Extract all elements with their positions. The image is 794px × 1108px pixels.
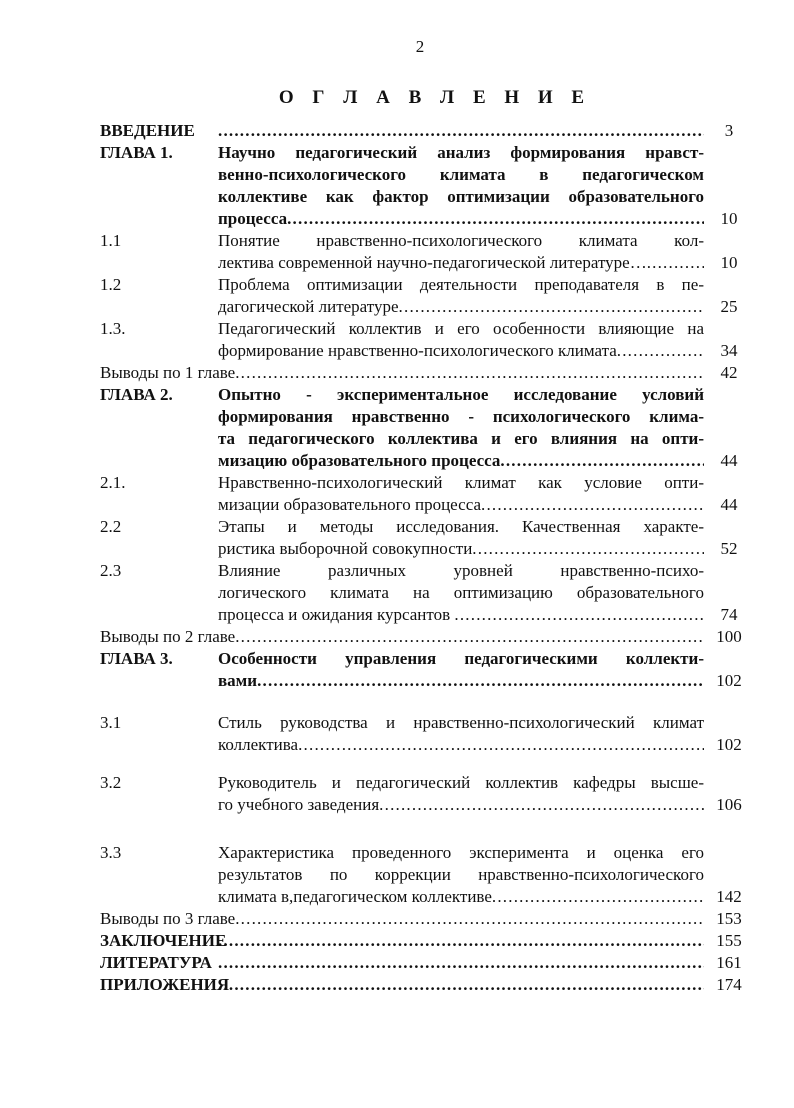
toc-line [218, 538, 704, 560]
toc-entry-text [100, 362, 704, 384]
toc-entry-page: 153 [716, 909, 742, 928]
toc-line [218, 886, 704, 908]
toc-line [218, 604, 704, 626]
toc-line [218, 930, 704, 952]
dot-leader [399, 296, 704, 318]
toc-line [218, 974, 704, 996]
toc-entry-label: ПРИЛОЖЕНИЯ [100, 975, 230, 994]
toc-line [218, 296, 704, 318]
toc-line: Нравственно-психологический климат как условие опти- [218, 473, 704, 492]
dot-leader [500, 450, 704, 472]
toc-line [218, 670, 704, 692]
toc-line-text: коллектива [218, 735, 299, 754]
toc-entry-page: 34 [720, 341, 738, 360]
dot-leader [235, 362, 704, 384]
toc-entry-label: ЗАКЛЮЧЕНИЕ [100, 931, 227, 950]
table-of-contents [100, 120, 752, 996]
toc-line-text: процесса и ожидания курсантов [218, 605, 455, 624]
toc-entry-label: 1.3. [100, 319, 126, 338]
toc-entry [100, 384, 752, 472]
toc-line: Характеристика проведенного эксперимента и оценка его [218, 843, 704, 862]
toc-line: Стиль руководства и нравственно-психологический климат [218, 713, 704, 732]
toc-line: Педагогический коллектив и его особенности влияющие на [218, 319, 704, 338]
dot-leader [235, 626, 704, 648]
toc-line: Понятие нравственно-психологического климата кол- [218, 231, 704, 250]
dot-leader [379, 794, 704, 816]
toc-line-text: лектива современной научно-педагогической литературе… [218, 253, 647, 272]
toc-entry-text [218, 384, 704, 472]
toc-entry-text [218, 142, 704, 230]
dot-leader [472, 538, 704, 560]
toc-entry [100, 516, 752, 560]
dot-leader [257, 670, 704, 692]
toc-line [100, 362, 704, 384]
toc-entry [100, 952, 752, 974]
toc-entry [100, 626, 752, 648]
toc-entry-page: 10 [720, 253, 738, 272]
toc-line: венно-психологического климата в педагогическом [218, 165, 704, 184]
toc-entry-text [218, 472, 704, 516]
toc-entry-page: 161 [716, 953, 742, 972]
toc-entry-page: 102 [716, 671, 742, 690]
toc-entry [100, 230, 752, 274]
toc-line: логического климата на оптимизацию образовательного [218, 583, 704, 602]
toc-entry [100, 648, 752, 692]
dot-leader [218, 120, 704, 142]
toc-entry-label: ГЛАВА 3. [100, 649, 173, 668]
toc-entry [100, 120, 752, 142]
dot-leader [287, 208, 704, 230]
toc-line: Опытно - экспериментальное исследование условий [218, 385, 704, 404]
toc-entry-page: 74 [720, 605, 738, 624]
toc-line [218, 450, 704, 472]
toc-line-text: мизации образовательного процесса [218, 495, 481, 514]
toc-entry-label: 3.3 [100, 843, 122, 862]
toc-entry [100, 712, 752, 756]
toc-entry-text [100, 626, 704, 648]
toc-entry-page: 102 [716, 735, 742, 754]
toc-entry-page: 44 [720, 451, 738, 470]
toc-entry-text [100, 908, 704, 930]
toc-entry-text [218, 516, 704, 560]
toc-entry [100, 908, 752, 930]
toc-entry-page: 106 [716, 795, 742, 814]
toc-entry-page: 44 [720, 495, 738, 514]
toc-line [218, 952, 704, 974]
toc-line [218, 120, 704, 142]
toc-line: Научно педагогический анализ формирования нравст- [218, 143, 704, 162]
toc-line-text: дагогической литературе [218, 297, 399, 316]
toc-line [218, 734, 704, 756]
toc-entry [100, 274, 752, 318]
toc-line [100, 626, 704, 648]
toc-entry-text [218, 974, 704, 996]
toc-entry-label: 3.1 [100, 713, 122, 732]
toc-entry-page: 25 [720, 297, 738, 316]
toc-entry-page: 52 [720, 539, 738, 558]
toc-line-text: Выводы по 2 главе [100, 627, 236, 646]
toc-entry-label: 2.1. [100, 473, 126, 492]
toc-line-text: климата в,педагогическом коллективе [218, 887, 492, 906]
toc-entry [100, 930, 752, 952]
toc-line [218, 794, 704, 816]
toc-entry-text [218, 318, 704, 362]
toc-entry-page: 100 [716, 627, 742, 646]
dot-leader [492, 886, 704, 908]
toc-entry [100, 362, 752, 384]
page-title: О Г Л А В Л Е Н И Е [278, 87, 592, 108]
dot-leader [617, 340, 704, 362]
toc-line: Проблема оптимизации деятельности преподавателя в пе- [218, 275, 704, 294]
dot-leader [298, 734, 704, 756]
toc-line-text: го учебного заведения [218, 795, 380, 814]
toc-entry [100, 318, 752, 362]
toc-entry-label: 1.2 [100, 275, 122, 294]
toc-entry-text [218, 560, 704, 626]
toc-line [218, 494, 704, 516]
dot-leader [454, 604, 704, 626]
dot-leader [218, 952, 704, 974]
toc-entry-text [218, 648, 704, 692]
toc-entry [100, 560, 752, 626]
page-number: 2 [415, 37, 425, 56]
toc-entry-text [218, 842, 704, 908]
toc-entry-label: ЛИТЕРАТУРА [100, 953, 212, 972]
toc-entry-page: 174 [716, 975, 742, 994]
dot-leader [481, 494, 704, 516]
toc-entry [100, 472, 752, 516]
toc-entry-label: 1.1 [100, 231, 122, 250]
toc-line-text: процесса [218, 209, 288, 228]
dot-leader [647, 252, 704, 274]
toc-entry-label: ГЛАВА 2. [100, 385, 173, 404]
toc-line: та педагогического коллектива и его влияния на опти- [218, 429, 704, 448]
dot-leader [218, 930, 704, 952]
toc-entry-text [218, 712, 704, 756]
toc-line-text: Выводы по 1 главе [100, 363, 236, 382]
toc-line-text: мизацию образовательного процесса [218, 451, 501, 470]
toc-line: Руководитель и педагогический коллектив кафедры высше- [218, 773, 704, 792]
toc-entry-page: 3 [724, 121, 734, 140]
toc-entry-label: 2.3 [100, 561, 122, 580]
toc-line [218, 208, 704, 230]
toc-line-text: ристика выборочной совокупности [218, 539, 473, 558]
toc-entry [100, 842, 752, 908]
toc-line: Особенности управления педагогическими коллекти- [218, 649, 704, 668]
toc-line [218, 252, 704, 274]
toc-entry [100, 772, 752, 816]
toc-entry-page: 155 [716, 931, 742, 950]
toc-line-text: вами [218, 671, 258, 690]
toc-entry-text [218, 930, 704, 952]
toc-line [100, 908, 704, 930]
toc-line [218, 340, 704, 362]
toc-line-text: Выводы по 3 главе [100, 909, 236, 928]
toc-entry-page: 10 [720, 209, 738, 228]
toc-entry-label: ГЛАВА 1. [100, 143, 173, 162]
toc-entry-text [218, 120, 704, 142]
dot-leader [235, 908, 704, 930]
toc-entry-page: 142 [716, 887, 742, 906]
toc-entry-text [218, 772, 704, 816]
toc-entry [100, 142, 752, 230]
toc-entry [100, 974, 752, 996]
toc-line: Влияние различных уровней нравственно-психо- [218, 561, 704, 580]
toc-entry-text [218, 952, 704, 974]
toc-line-text: формирование нравственно-психологического климата [218, 341, 617, 360]
toc-entry-label: ВВЕДЕНИЕ [100, 121, 195, 140]
toc-entry-text [218, 230, 704, 274]
toc-entry-page: 42 [720, 363, 738, 382]
page-content [100, 36, 752, 996]
toc-entry-text [218, 274, 704, 318]
toc-entry-label: 3.2 [100, 773, 122, 792]
dot-leader [218, 974, 704, 996]
toc-entry-label: 2.2 [100, 517, 122, 536]
toc-line: результатов по коррекции нравственно-психологического [218, 865, 704, 884]
toc-line: коллективе как фактор оптимизации образовательного [218, 187, 704, 206]
toc-line: Этапы и методы исследования. Качественная характе- [218, 517, 704, 536]
toc-line: формирования нравственно - психологического клима- [218, 407, 704, 426]
